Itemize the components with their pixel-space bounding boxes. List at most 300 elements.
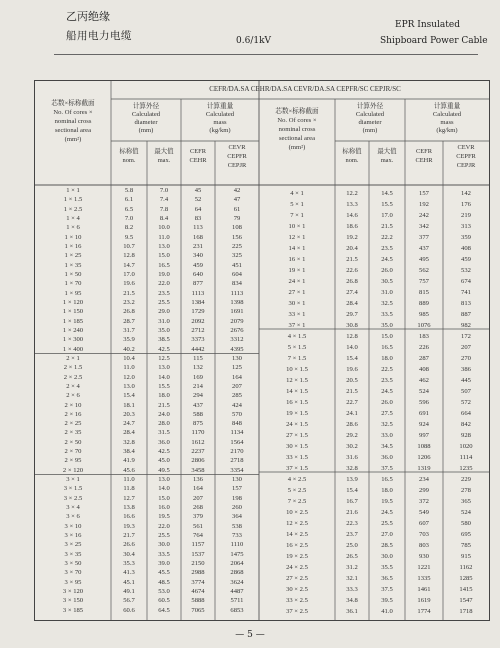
left-cell-max: 25.5 bbox=[158, 298, 170, 306]
right-cell-mass-cefr: 495 bbox=[419, 255, 429, 263]
left-cell-max: 10.0 bbox=[158, 224, 170, 232]
right-cell-max: 30.5 bbox=[381, 277, 393, 285]
left-cell-max: 42.5 bbox=[158, 345, 170, 353]
left-cell-mass-cefr: 588 bbox=[193, 410, 203, 418]
left-cell-size: 1 × 1 bbox=[66, 187, 80, 194]
right-cell-max: 18.0 bbox=[381, 354, 393, 362]
left-cell-size: 1 × 185 bbox=[62, 317, 84, 325]
right-cell-size: 4 × 1.5 bbox=[287, 332, 307, 340]
right-cell-size: 12 × 1 bbox=[288, 233, 306, 241]
left-cell-mass-cevr: 1110 bbox=[230, 541, 244, 549]
nom-header-left-line: 标称值 bbox=[119, 148, 139, 155]
right-cell-mass-cevr: 313 bbox=[461, 222, 471, 230]
header-rule bbox=[54, 54, 478, 55]
right-cell-nom: 20.5 bbox=[346, 376, 358, 384]
left-cell-size: 1 × 2.5 bbox=[63, 205, 83, 213]
left-cell-mass-cefr: 379 bbox=[193, 513, 203, 521]
right-cell-nom: 29.7 bbox=[346, 310, 358, 318]
right-cell-mass-cevr: 1547 bbox=[459, 596, 473, 604]
left-cell-size: 3 × 70 bbox=[64, 569, 82, 577]
mass-header-left-line: 计算重量 bbox=[206, 103, 234, 110]
left-cell-size: 1 × 300 bbox=[62, 336, 84, 344]
right-cell-mass-cevr: 365 bbox=[461, 497, 471, 505]
mass-header-right bbox=[405, 103, 489, 135]
left-cell-max: 24.0 bbox=[158, 410, 170, 418]
right-cell-mass-cevr: 359 bbox=[461, 233, 471, 241]
right-cell-nom: 14.6 bbox=[346, 211, 358, 219]
cevr-header-right-line: CEVR bbox=[457, 144, 475, 151]
right-cell-max: 26.0 bbox=[381, 266, 393, 274]
right-cell-mass-cevr: 524 bbox=[461, 508, 471, 516]
left-cell-mass-cefr: 2988 bbox=[191, 569, 205, 577]
right-cell-mass-cevr: 664 bbox=[461, 409, 471, 417]
left-cell-max: 8.4 bbox=[159, 214, 169, 222]
left-cell-nom: 21.7 bbox=[123, 532, 135, 540]
right-cell-mass-cefr: 242 bbox=[419, 211, 429, 219]
right-cell-mass-cefr: 234 bbox=[419, 475, 429, 483]
left-cell-nom: 31.7 bbox=[123, 326, 135, 334]
right-cell-nom: 16.7 bbox=[346, 497, 358, 505]
left-cell-nom: 16.6 bbox=[123, 513, 135, 521]
left-cell-max: 13.0 bbox=[158, 242, 170, 250]
right-cell-mass-cefr: 757 bbox=[419, 277, 429, 285]
left-cell-mass-cefr: 294 bbox=[193, 392, 203, 400]
left-cell-max: 23.5 bbox=[158, 289, 170, 297]
left-cell-mass-cefr: 437 bbox=[193, 401, 203, 409]
right-cell-mass-cefr: 192 bbox=[419, 200, 429, 208]
diameter-header-left-line: Calculated bbox=[131, 111, 161, 118]
right-cell-nom: 28.4 bbox=[346, 299, 358, 307]
left-cell-max: 13.0 bbox=[158, 364, 170, 372]
left-size-header-line: (mm²) bbox=[64, 136, 82, 143]
right-cell-nom: 19.2 bbox=[346, 233, 358, 241]
right-cell-mass-cevr: 842 bbox=[461, 420, 471, 428]
right-cell-nom: 36.1 bbox=[346, 607, 358, 615]
right-cell-mass-cefr: 1335 bbox=[417, 574, 431, 582]
left-cell-max: 53.0 bbox=[158, 588, 170, 596]
right-cell-max: 37.5 bbox=[381, 585, 393, 593]
max-header-right-line: max. bbox=[380, 157, 394, 164]
left-cell-max: 11.0 bbox=[158, 233, 170, 241]
left-cell-nom: 10.7 bbox=[123, 242, 135, 250]
right-cell-max: 35.0 bbox=[381, 321, 393, 329]
right-cell-nom: 13.9 bbox=[346, 475, 358, 483]
left-cell-mass-cevr: 2079 bbox=[230, 317, 244, 325]
right-cell-mass-cefr: 703 bbox=[419, 530, 429, 538]
left-cell-mass-cevr: 1398 bbox=[230, 298, 244, 306]
right-cell-mass-cefr: 524 bbox=[419, 387, 429, 395]
right-cell-mass-cefr: 1076 bbox=[417, 321, 431, 329]
right-cell-nom: 12.2 bbox=[346, 189, 358, 197]
left-cell-size: 3 × 2.5 bbox=[63, 494, 83, 502]
right-cell-mass-cevr: 532 bbox=[461, 266, 471, 274]
left-cell-mass-cefr: 5888 bbox=[191, 597, 205, 605]
left-cell-mass-cevr: 225 bbox=[232, 242, 242, 250]
left-cell-max: 15.5 bbox=[158, 382, 170, 390]
right-cell-mass-cefr: 1319 bbox=[417, 464, 431, 472]
left-cell-max: 39.0 bbox=[158, 560, 170, 568]
diameter-header-right-line: diameter bbox=[358, 119, 382, 126]
right-cell-size: 24 × 2.5 bbox=[286, 563, 308, 571]
left-cell-max: 13.0 bbox=[158, 476, 170, 484]
right-cell-nom: 22.6 bbox=[346, 266, 358, 274]
left-cell-mass-cefr: 132 bbox=[193, 364, 203, 372]
max-header-right-line: 最大值 bbox=[377, 148, 397, 155]
max-header-right bbox=[369, 147, 405, 165]
left-cell-nom: 19.3 bbox=[123, 522, 135, 530]
left-cell-size: 3 × 120 bbox=[62, 588, 84, 596]
right-cell-size: 14 × 1 bbox=[288, 244, 306, 252]
left-cell-mass-cevr: 61 bbox=[233, 205, 241, 213]
right-cell-size: 14 × 1.5 bbox=[286, 387, 308, 395]
right-cell-mass-cevr: 580 bbox=[461, 519, 471, 527]
right-cell-size: 33 × 2.5 bbox=[286, 596, 308, 604]
right-cell-max: 28.5 bbox=[381, 541, 393, 549]
right-cell-max: 17.0 bbox=[381, 211, 393, 219]
left-cell-max: 14.0 bbox=[158, 485, 170, 493]
mass-header-right-line: 计算重量 bbox=[433, 103, 461, 110]
left-cell-max: 31.0 bbox=[158, 317, 170, 325]
left-cell-max: 19.5 bbox=[158, 513, 170, 521]
right-cell-max: 26.0 bbox=[381, 398, 393, 406]
mid-size-header-line: No. Of cores × bbox=[277, 117, 317, 124]
mass-header-left-line: mass bbox=[213, 119, 227, 126]
left-cell-size: 2 × 35 bbox=[64, 429, 82, 437]
right-cell-mass-cevr: 785 bbox=[461, 541, 471, 549]
right-cell-mass-cefr: 930 bbox=[419, 552, 429, 560]
left-cell-size: 2 × 1.5 bbox=[63, 364, 83, 372]
right-cell-max: 30.0 bbox=[381, 552, 393, 560]
right-cell-mass-cevr: 172 bbox=[461, 332, 471, 340]
left-cell-nom: 24.7 bbox=[123, 420, 135, 428]
right-cell-nom: 23.7 bbox=[346, 530, 358, 538]
right-cell-mass-cefr: 607 bbox=[419, 519, 429, 527]
mid-size-header-line: sectional area bbox=[278, 135, 316, 142]
left-cell-size: 3 × 50 bbox=[64, 560, 82, 568]
right-cell-mass-cefr: 1619 bbox=[417, 596, 431, 604]
right-cell-mass-cevr: 408 bbox=[461, 244, 471, 252]
left-cell-size: 1 × 150 bbox=[62, 308, 84, 316]
left-cell-mass-cevr: 164 bbox=[232, 373, 242, 381]
right-cell-mass-cevr: 572 bbox=[461, 398, 471, 406]
right-cell-nom: 13.3 bbox=[346, 200, 358, 208]
right-cell-size: 33 × 1 bbox=[288, 310, 306, 318]
right-cell-size: 30 × 1 bbox=[288, 299, 306, 307]
left-cell-mass-cevr: 42 bbox=[233, 187, 241, 194]
right-cell-size: 16 × 2.5 bbox=[286, 541, 308, 549]
right-cell-max: 35.5 bbox=[381, 563, 393, 571]
left-cell-nom: 35.3 bbox=[123, 560, 135, 568]
left-cell-mass-cefr: 1537 bbox=[191, 550, 205, 558]
left-size-header-line: 芯数×标称截面 bbox=[51, 100, 95, 107]
diameter-header-right bbox=[335, 103, 405, 135]
right-cell-size: 37 × 2.5 bbox=[286, 607, 308, 615]
left-cell-size: 1 × 25 bbox=[64, 252, 82, 260]
left-cell-max: 38.5 bbox=[158, 336, 170, 344]
right-cell-mass-cefr: 815 bbox=[419, 288, 429, 296]
right-cell-nom: 18.6 bbox=[346, 222, 358, 230]
left-cell-size: 2 × 2.5 bbox=[63, 373, 83, 381]
cevr-header-left-line: CEVR bbox=[228, 144, 246, 151]
right-cell-mass-cevr: 219 bbox=[461, 211, 471, 219]
right-cell-size: 7 × 1.5 bbox=[287, 354, 307, 362]
right-cell-max: 33.0 bbox=[381, 431, 393, 439]
right-cell-mass-cevr: 1415 bbox=[459, 585, 473, 593]
right-cell-mass-cevr: 1114 bbox=[459, 453, 473, 461]
right-cell-mass-cefr: 377 bbox=[419, 233, 429, 241]
right-cell-mass-cefr: 549 bbox=[419, 508, 429, 516]
left-cell-max: 19.0 bbox=[158, 270, 170, 278]
left-cell-max: 31.5 bbox=[158, 429, 170, 437]
left-cell-mass-cefr: 1157 bbox=[191, 541, 205, 549]
left-cell-max: 28.0 bbox=[158, 420, 170, 428]
left-cell-mass-cefr: 1170 bbox=[191, 429, 205, 437]
diameter-header-right-line: Calculated bbox=[355, 111, 385, 118]
left-cell-mass-cevr: 47 bbox=[233, 196, 241, 204]
left-cell-size: 3 × 4 bbox=[66, 504, 80, 512]
left-cell-nom: 8.2 bbox=[124, 224, 134, 232]
nom-header-right-line: nom. bbox=[345, 157, 359, 164]
left-cell-mass-cevr: 6853 bbox=[230, 606, 244, 614]
left-size-header bbox=[35, 99, 111, 144]
left-cell-max: 45.0 bbox=[158, 457, 170, 465]
left-cell-mass-cefr: 3458 bbox=[191, 466, 205, 474]
left-cell-mass-cevr: 424 bbox=[232, 401, 242, 409]
right-cell-nom: 26.8 bbox=[346, 277, 358, 285]
cefr-header-right-line: CEFR bbox=[416, 148, 432, 155]
left-cell-mass-cefr: 764 bbox=[193, 532, 203, 540]
left-cell-mass-cefr: 52 bbox=[194, 196, 202, 204]
right-cell-size: 4 × 2.5 bbox=[287, 475, 307, 483]
left-cell-size: 1 × 16 bbox=[64, 242, 82, 250]
max-header-left-line: 最大值 bbox=[154, 148, 174, 155]
left-cell-max: 22.0 bbox=[158, 522, 170, 530]
right-cell-nom: 26.5 bbox=[346, 552, 358, 560]
left-cell-mass-cevr: 733 bbox=[232, 532, 242, 540]
left-cell-mass-cevr: 1691 bbox=[230, 308, 244, 316]
left-cell-nom: 12.7 bbox=[123, 494, 135, 502]
left-cell-mass-cefr: 3774 bbox=[191, 578, 205, 586]
right-cell-nom: 19.6 bbox=[346, 365, 358, 373]
right-cell-nom: 32.1 bbox=[346, 574, 358, 582]
left-cell-max: 15.0 bbox=[158, 494, 170, 502]
mass-header-left-line: (kg/km) bbox=[209, 127, 231, 134]
left-cell-mass-cevr: 2718 bbox=[230, 457, 244, 465]
right-cell-mass-cevr: 207 bbox=[461, 343, 471, 351]
left-cell-size: 3 × 35 bbox=[64, 550, 82, 558]
right-cell-nom: 12.8 bbox=[346, 332, 358, 340]
left-cell-mass-cefr: 64 bbox=[194, 205, 202, 213]
left-cell-nom: 5.8 bbox=[124, 187, 134, 194]
left-cell-nom: 14.7 bbox=[123, 261, 135, 269]
left-cell-max: 14.0 bbox=[158, 373, 170, 381]
left-cell-mass-cevr: 1134 bbox=[230, 429, 244, 437]
left-cell-size: 2 × 70 bbox=[64, 448, 82, 456]
right-cell-size: 14 × 2.5 bbox=[286, 530, 308, 538]
left-cell-size: 1 × 400 bbox=[62, 345, 84, 353]
right-cell-mass-cevr: 674 bbox=[461, 277, 471, 285]
right-cell-max: 31.0 bbox=[381, 288, 393, 296]
right-cell-nom: 27.4 bbox=[346, 288, 358, 296]
right-cell-mass-cefr: 157 bbox=[419, 189, 429, 197]
right-cell-mass-cefr: 1206 bbox=[417, 453, 431, 461]
right-cell-nom: 22.7 bbox=[346, 398, 358, 406]
left-cell-mass-cevr: 2868 bbox=[230, 569, 244, 577]
cable-types-title-line: CEFR/DA.SA CEHR/DA.SA CEVR/DA.SA CEPFR/SC CEPJR/SC bbox=[209, 85, 401, 93]
left-cell-size: 3 × 6 bbox=[66, 513, 80, 521]
right-cell-mass-cevr: 229 bbox=[461, 475, 471, 483]
left-cell-max: 25.5 bbox=[158, 532, 170, 540]
cefr-header-left-line: CEHR bbox=[189, 157, 207, 164]
right-cell-mass-cefr: 562 bbox=[419, 266, 429, 274]
left-cell-max: 49.5 bbox=[158, 466, 170, 474]
nom-header-right-line: 标称值 bbox=[342, 148, 362, 155]
en-title: EPR Insulated bbox=[395, 20, 460, 30]
mid-size-header-line: 芯数×标称截面 bbox=[275, 108, 319, 115]
right-cell-nom: 15.4 bbox=[346, 354, 358, 362]
left-cell-mass-cevr: 538 bbox=[232, 522, 242, 530]
left-cell-mass-cevr: 5711 bbox=[230, 597, 244, 605]
left-cell-mass-cefr: 1729 bbox=[191, 308, 205, 316]
right-cell-mass-cevr: 278 bbox=[461, 486, 471, 494]
right-cell-size: 24 × 1 bbox=[288, 277, 306, 285]
right-cell-mass-cefr: 287 bbox=[419, 354, 429, 362]
right-cell-mass-cevr: 1235 bbox=[459, 464, 473, 472]
left-cell-size: 2 × 50 bbox=[64, 438, 82, 446]
cable-spec-table bbox=[34, 80, 490, 621]
left-cell-size: 1 × 95 bbox=[64, 289, 82, 297]
right-cell-nom: 21.6 bbox=[346, 508, 358, 516]
right-cell-size: 24 × 1.5 bbox=[286, 420, 308, 428]
right-cell-max: 23.5 bbox=[381, 244, 393, 252]
left-cell-mass-cevr: 848 bbox=[232, 420, 242, 428]
right-cell-max: 27.5 bbox=[381, 409, 393, 417]
cable-types-title bbox=[155, 85, 455, 94]
mid-size-header bbox=[259, 107, 335, 152]
left-cell-mass-cefr: 2712 bbox=[191, 326, 205, 334]
right-cell-mass-cefr: 803 bbox=[419, 541, 429, 549]
left-cell-mass-cevr: 4395 bbox=[230, 345, 244, 353]
right-cell-size: 37 × 1 bbox=[288, 321, 306, 329]
right-cell-max: 39.5 bbox=[381, 596, 393, 604]
left-cell-max: 29.0 bbox=[158, 308, 170, 316]
right-cell-nom: 33.3 bbox=[346, 585, 358, 593]
left-cell-mass-cefr: 113 bbox=[193, 224, 203, 232]
mass-header-right-line: (kg/km) bbox=[436, 127, 458, 134]
mid-size-header-line: nominal cross bbox=[278, 126, 316, 133]
right-cell-max: 34.5 bbox=[381, 442, 393, 450]
left-cell-mass-cevr: 285 bbox=[232, 392, 242, 400]
left-cell-size: 2 × 4 bbox=[66, 382, 80, 390]
left-cell-mass-cefr: 169 bbox=[193, 373, 203, 381]
left-cell-nom: 10.4 bbox=[123, 354, 135, 362]
nom-header-right bbox=[335, 147, 369, 165]
mass-header-left bbox=[181, 103, 259, 135]
right-cell-mass-cefr: 1461 bbox=[417, 585, 431, 593]
right-cell-mass-cefr: 924 bbox=[419, 420, 429, 428]
left-cell-size: 3 × 16 bbox=[64, 532, 82, 540]
right-cell-size: 27 × 2.5 bbox=[286, 574, 308, 582]
right-cell-max: 23.5 bbox=[381, 376, 393, 384]
left-cell-nom: 12.0 bbox=[123, 373, 135, 381]
cevr-header-right-line: CEPFR bbox=[456, 153, 476, 160]
left-cell-size: 2 × 95 bbox=[64, 457, 82, 465]
left-cell-mass-cevr: 3354 bbox=[230, 466, 244, 474]
right-cell-mass-cefr: 372 bbox=[419, 497, 429, 505]
left-cell-max: 48.5 bbox=[158, 578, 170, 586]
right-cell-size: 19 × 1 bbox=[288, 266, 306, 274]
right-cell-max: 36.0 bbox=[381, 453, 393, 461]
left-cell-mass-cevr: 198 bbox=[232, 494, 242, 502]
left-cell-nom: 26.8 bbox=[123, 308, 135, 316]
left-cell-mass-cefr: 2150 bbox=[191, 560, 205, 568]
left-cell-max: 21.5 bbox=[158, 401, 170, 409]
left-cell-max: 18.0 bbox=[158, 392, 170, 400]
left-cell-mass-cevr: 130 bbox=[232, 354, 242, 362]
right-cell-size: 12 × 1.5 bbox=[286, 376, 308, 384]
right-cell-mass-cefr: 596 bbox=[419, 398, 429, 406]
left-cell-size: 1 × 6 bbox=[66, 224, 80, 232]
max-header-left-line: max. bbox=[157, 157, 171, 164]
left-cell-nom: 6.5 bbox=[124, 205, 134, 213]
left-cell-mass-cevr: 3624 bbox=[230, 578, 244, 586]
left-cell-mass-cevr: 207 bbox=[232, 382, 242, 390]
cevr-header-left bbox=[215, 143, 259, 170]
left-cell-size: 3 × 95 bbox=[64, 578, 82, 586]
right-cell-mass-cevr: 507 bbox=[461, 387, 471, 395]
left-cell-nom: 20.3 bbox=[123, 410, 135, 418]
left-cell-mass-cevr: 364 bbox=[232, 513, 242, 521]
left-cell-mass-cevr: 4487 bbox=[230, 588, 244, 596]
left-cell-nom: 45.6 bbox=[123, 466, 135, 474]
left-cell-mass-cefr: 115 bbox=[193, 354, 203, 362]
right-cell-size: 16 × 1.5 bbox=[286, 398, 308, 406]
left-cell-mass-cevr: 157 bbox=[232, 485, 242, 493]
right-cell-mass-cevr: 982 bbox=[461, 321, 471, 329]
left-cell-size: 2 × 10 bbox=[64, 401, 82, 409]
right-cell-size: 30 × 1.5 bbox=[286, 442, 308, 450]
right-cell-mass-cevr: 386 bbox=[461, 365, 471, 373]
right-cell-max: 25.5 bbox=[381, 519, 393, 527]
voltage-rating: 0.6/1kV bbox=[236, 36, 272, 46]
left-cell-max: 35.0 bbox=[158, 326, 170, 334]
left-cell-mass-cefr: 231 bbox=[193, 242, 203, 250]
right-cell-max: 27.0 bbox=[381, 530, 393, 538]
left-cell-mass-cevr: 325 bbox=[232, 252, 242, 260]
right-cell-mass-cefr: 226 bbox=[419, 343, 429, 351]
left-cell-mass-cefr: 561 bbox=[193, 522, 203, 530]
right-cell-mass-cefr: 462 bbox=[419, 376, 429, 384]
left-cell-nom: 35.9 bbox=[123, 336, 135, 344]
left-cell-size: 2 × 6 bbox=[66, 392, 80, 400]
right-cell-nom: 30.8 bbox=[346, 321, 358, 329]
right-cell-mass-cefr: 408 bbox=[419, 365, 429, 373]
right-cell-nom: 29.2 bbox=[346, 431, 358, 439]
right-cell-size: 33 × 1.5 bbox=[286, 453, 308, 461]
nom-header-left-line: nom. bbox=[122, 157, 136, 164]
left-cell-mass-cefr: 214 bbox=[193, 382, 203, 390]
left-cell-mass-cefr: 164 bbox=[193, 485, 203, 493]
left-cell-max: 22.0 bbox=[158, 280, 170, 288]
left-cell-size: 3 × 150 bbox=[62, 597, 84, 605]
cevr-header-right bbox=[443, 143, 489, 170]
left-cell-mass-cefr: 459 bbox=[193, 261, 203, 269]
left-cell-size: 1 × 1.5 bbox=[63, 196, 83, 204]
right-cell-size: 30 × 2.5 bbox=[286, 585, 308, 593]
right-cell-size: 4 × 1 bbox=[290, 189, 304, 197]
left-cell-size: 1 × 4 bbox=[66, 214, 80, 222]
right-cell-nom: 32.8 bbox=[346, 464, 358, 472]
